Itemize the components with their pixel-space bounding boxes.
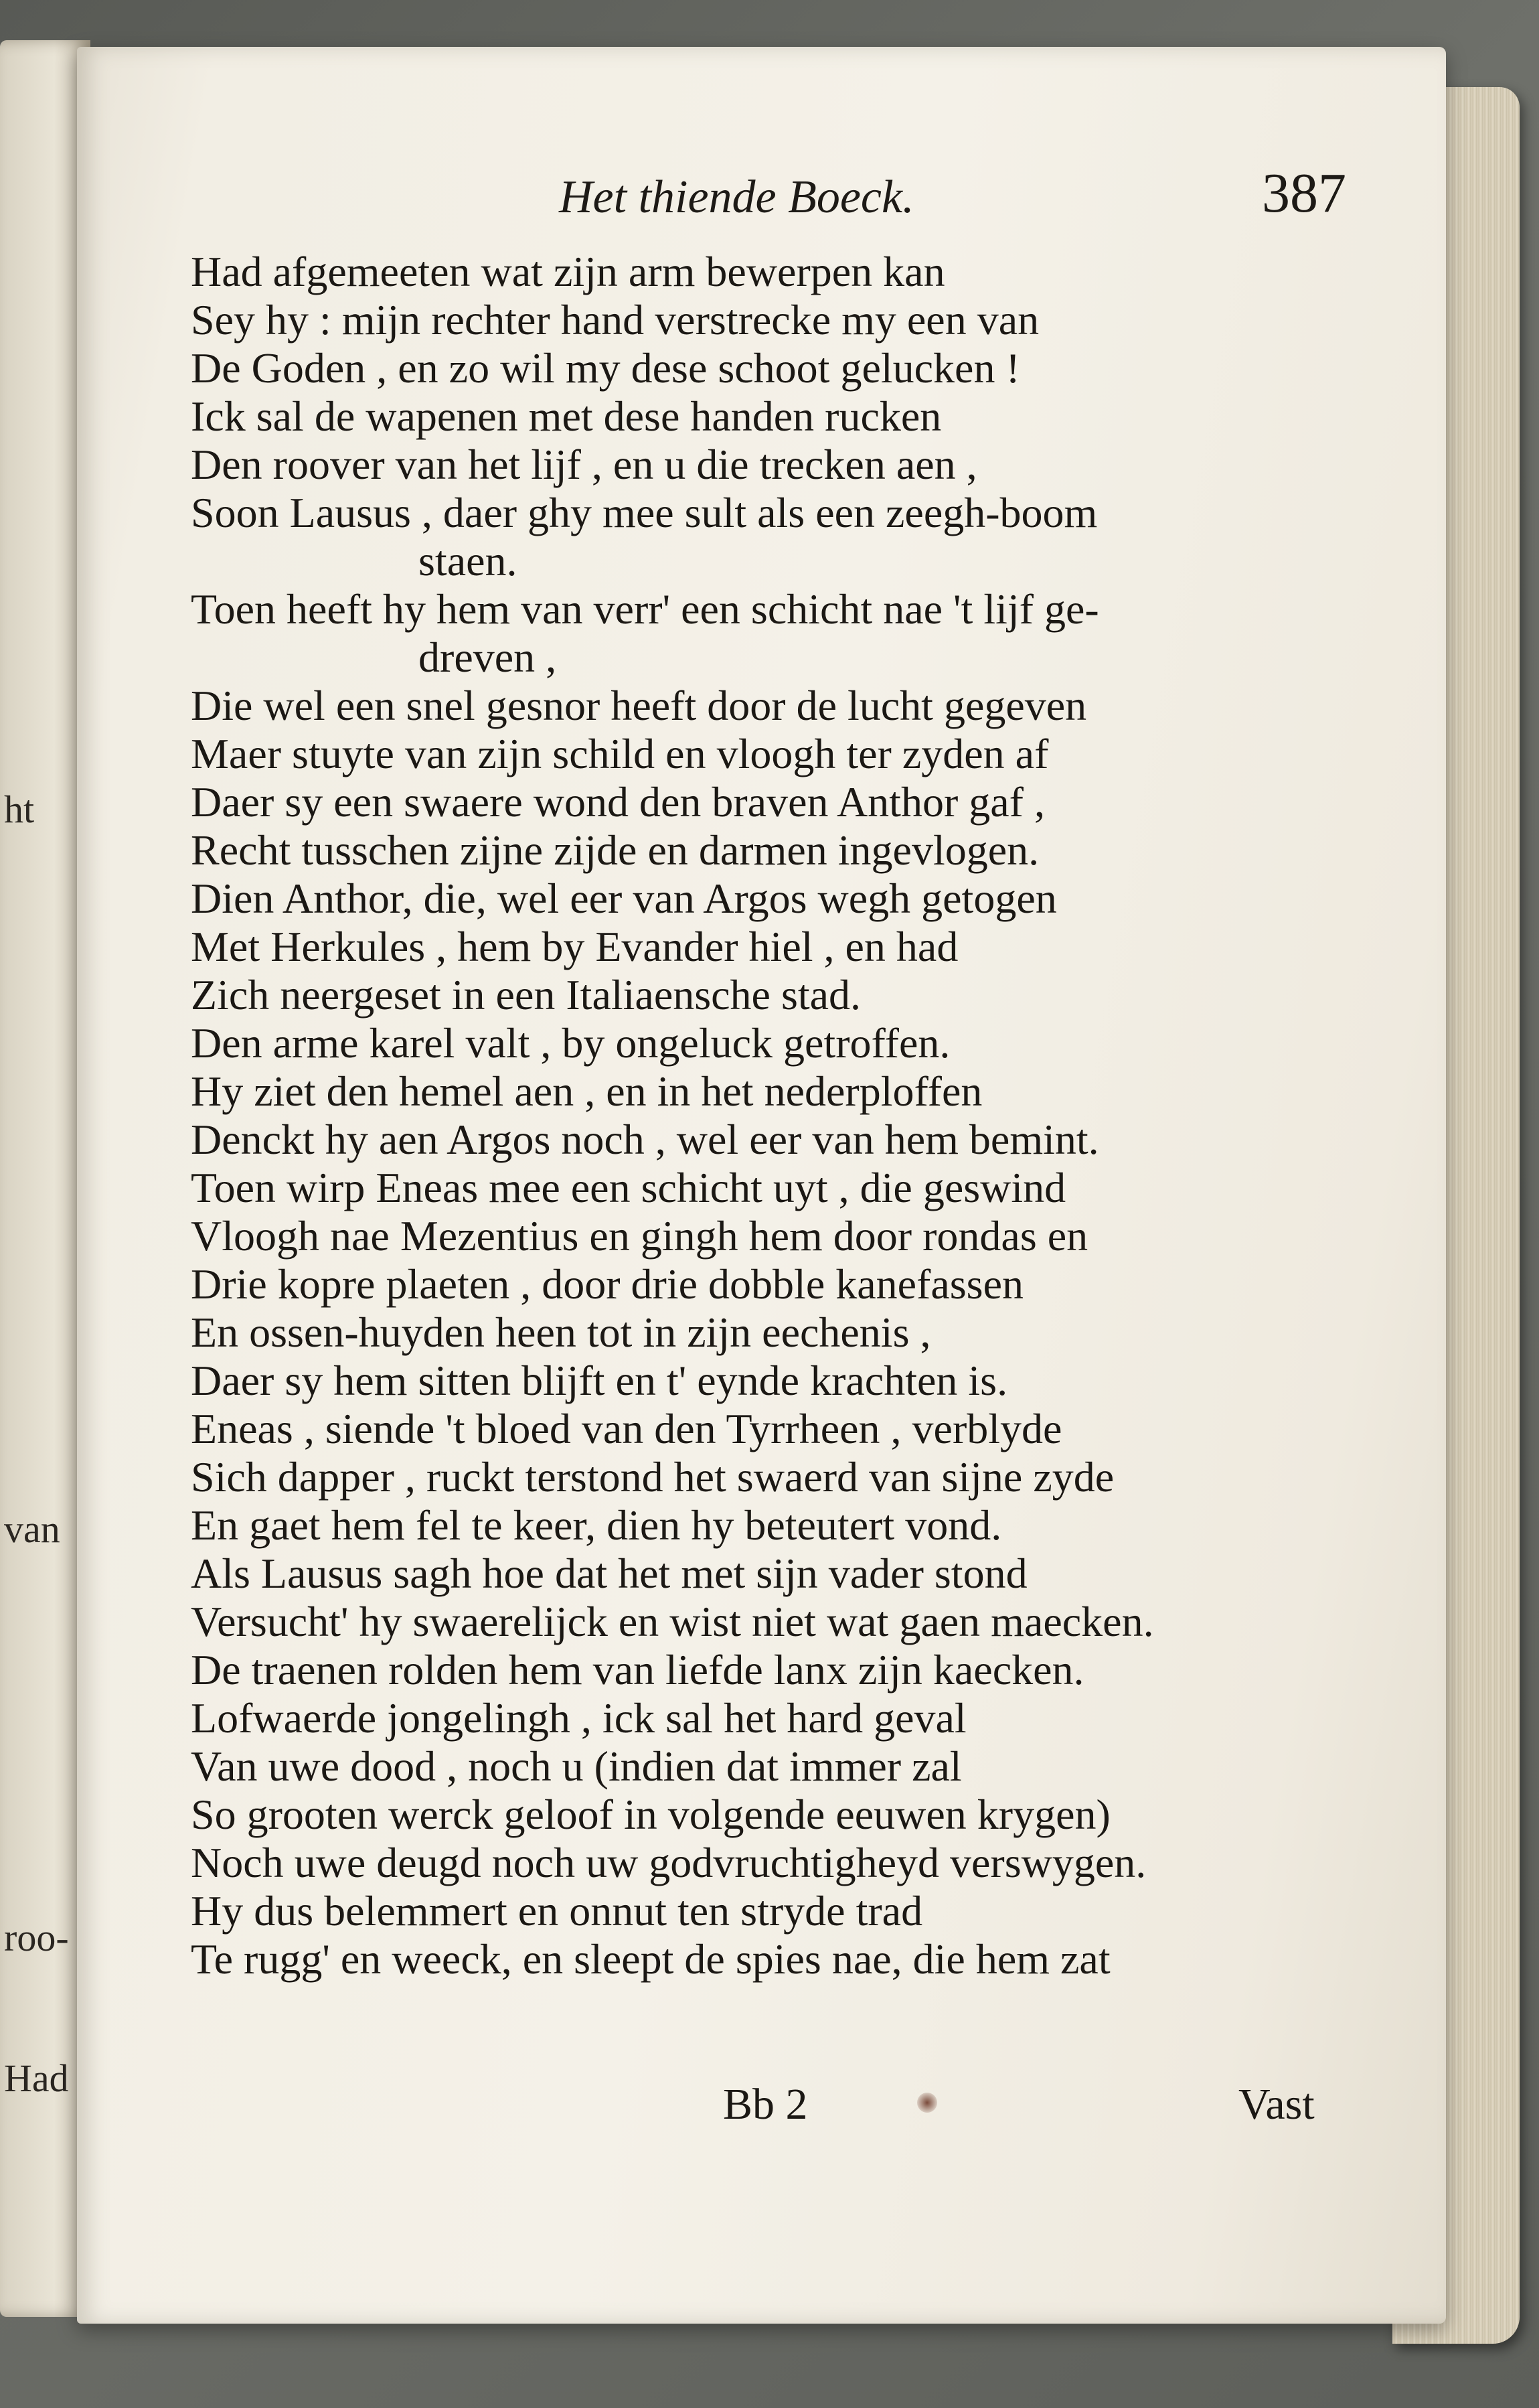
text-line: Als Lausus sagh hoe dat het met sijn vader stond — [191, 1550, 1028, 1597]
text-line: Maer stuyte van zijn schild en vloogh ter zyden af — [191, 730, 1049, 777]
text-line: Hy ziet den hemel aen , en in het nederploffen — [191, 1067, 983, 1115]
text-line: Drie kopre plaeten , door drie dobble kanefassen — [191, 1260, 1024, 1308]
catchword: Vast — [1238, 2080, 1315, 2129]
text-line: Den arme karel valt , by ongeluck getroffen. — [191, 1019, 951, 1067]
text-line: De traenen rolden hem van liefde lanx zijn kaecken. — [191, 1646, 1084, 1694]
text-line: Vloogh nae Mezentius en gingh hem door rondas en — [191, 1212, 1088, 1260]
text-line: Te rugg' en weeck, en sleept de spies nae, die hem zat — [191, 1935, 1111, 1983]
text-line: Ick sal de wapenen met dese handen rucken — [191, 392, 942, 440]
left-page-fragment: roo- — [4, 1916, 69, 1959]
signature-mark: Bb 2 — [723, 2080, 808, 2129]
text-line: Den roover van het lijf , en u die trecken aen , — [191, 441, 977, 488]
text-line: Daer sy een swaere wond den braven Anthor gaf , — [191, 778, 1045, 826]
text-line: Lofwaerde jongelingh , ick sal het hard geval — [191, 1694, 967, 1742]
text-line: Daer sy hem sitten blijft en t' eynde krachten is. — [191, 1357, 1008, 1404]
text-line: So grooten werck geloof in volgende eeuwen krygen) — [191, 1791, 1111, 1838]
text-line-continuation: staen. — [418, 537, 517, 585]
ink-stain — [917, 2093, 937, 2113]
page-number: 387 — [1262, 162, 1346, 224]
text-line: Sich dapper , ruckt terstond het swaerd van sijne zyde — [191, 1453, 1115, 1501]
text-line: En ossen-huyden heen tot in zijn eechenis , — [191, 1308, 931, 1356]
text-line: Noch uwe deugd noch uw godvruchtigheyd verswygen. — [191, 1839, 1147, 1886]
text-line: Eneas , siende 't bloed van den Tyrrheen , verblyde — [191, 1405, 1062, 1452]
text-line: Denckt hy aen Argos noch , wel eer van hem bemint. — [191, 1116, 1099, 1163]
text-line-continuation: dreven , — [418, 633, 557, 681]
text-line: Dien Anthor, die, wel eer van Argos wegh getogen — [191, 875, 1057, 922]
left-page-fragment: van — [4, 1507, 60, 1551]
text-line: Die wel een snel gesnor heeft door de lucht gegeven — [191, 682, 1087, 729]
text-line: Toen wirp Eneas mee een schicht uyt , die geswind — [191, 1164, 1066, 1211]
text-line: De Goden , en zo wil my dese schoot gelucken ! — [191, 344, 1020, 392]
left-page-fragment: ht — [4, 787, 35, 831]
text-line: Had afgemeeten wat zijn arm bewerpen kan — [191, 248, 945, 295]
left-page-fragment: Had — [4, 2056, 69, 2100]
text-line: Recht tusschen zijne zijde en darmen ingevlogen. — [191, 826, 1040, 874]
page-header — [485, 124, 1356, 224]
text-line: Zich neergeset in een Italiaensche stad. — [191, 971, 862, 1019]
text-line: Met Herkules , hem by Evander hiel , en had — [191, 923, 959, 970]
text-line: Versucht' hy swaerelijck en wist niet wat gaen maecken. — [191, 1598, 1154, 1645]
running-head: Het thiende Boeck. — [559, 171, 914, 223]
book-page — [77, 47, 1446, 2324]
text-line: En gaet hem fel te keer, dien hy beteutert vond. — [191, 1501, 1002, 1549]
text-line: Van uwe dood , noch u (indien dat immer zal — [191, 1742, 962, 1790]
text-line: Hy dus belemmert en onnut ten stryde trad — [191, 1887, 923, 1935]
text-line: Toen heeft hy hem van verr' een schicht nae 't lijf ge- — [191, 585, 1099, 633]
text-line: Sey hy : mijn rechter hand verstrecke my een van — [191, 296, 1040, 344]
text-line: Soon Lausus , daer ghy mee sult als een zeegh-boom — [191, 489, 1098, 536]
